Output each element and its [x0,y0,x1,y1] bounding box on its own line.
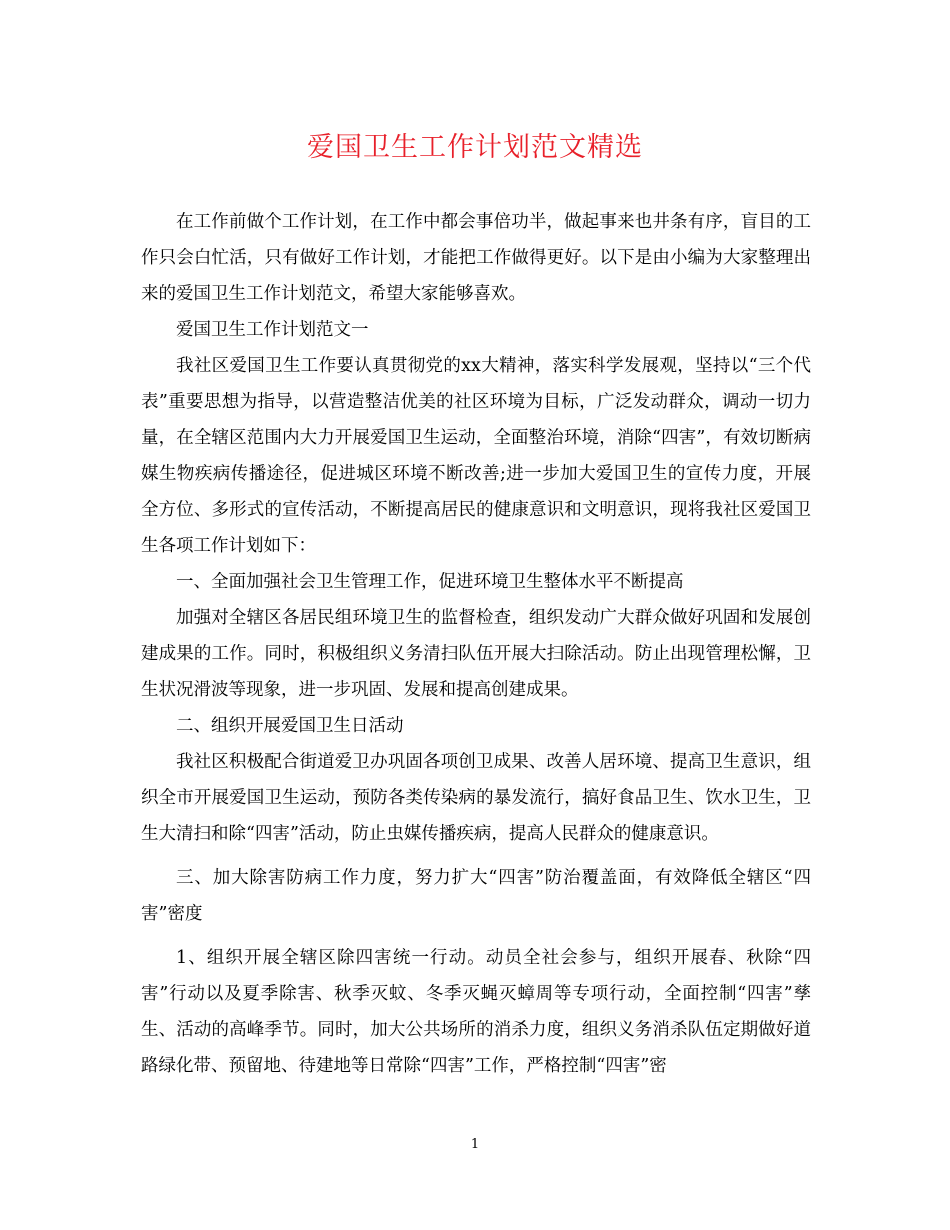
body-paragraph: 我社区积极配合街道爱卫办巩固各项创卫成果、改善人居环境、提高卫生意识，组织全市开展爱国卫生运动，预防各类传染病的暴发流行，搞好食品卫生、饮水卫生，卫生大清扫和除“四害”活动，防止虫媒传播疾病，提高人民群众的健康意识。 [141,752,811,844]
document-body [141,204,811,1084]
section-heading-two: 二、组织开展爱国卫生日活动 [176,716,404,736]
section-heading-three: 三、加大除害防病工作力度，努力扩大“四害”防治覆盖面，有效降低全辖区“四害”密度 [141,868,811,924]
page-number: 1 [470,1137,480,1152]
section-heading-sample-one: 爱国卫生工作计划范文一 [176,320,369,340]
body-paragraph: 我社区爱国卫生工作要认真贯彻党的xx大精神，落实科学发展观，坚持以“三个代表”重要思想为指导，以营造整洁优美的社区环境为目标，广泛发动群众，调动一切力量，在全辖区范围内大力开展爱国卫生运动，全面整治环境，消除“四害”，有效切断病媒生物疾病传播途径，促进城区环境不断改善;进一步加大爱国卫生的宣传力度，开展全方位、多形式的宣传活动，不断提高居民的健康意识和文明意识，现将我社区爱国卫生各项工作计划如下： [141,356,811,556]
intro-paragraph: 在工作前做个工作计划，在工作中都会事倍功半，做起事来也井条有序，盲目的工作只会白忙活，只有做好工作计划，才能把工作做得更好。以下是由小编为大家整理出来的爱国卫生工作计划范文，希望大家能够喜欢。 [141,212,811,304]
document-title: 爱国卫生工作计划范文精选 [307,132,643,163]
body-paragraph: 1、组织开展全辖区除四害统一行动。动员全社会参与，组织开展春、秋除“四害”行动以及夏季除害、秋季灭蚊、冬季灭蝇灭蟑周等专项行动，全面控制“四害”孳生、活动的高峰季节。同时，加大公共场所的消杀力度，组织义务消杀队伍定期做好道路绿化带、预留地、待建地等日常除“四害”工作，严格控制“四害”密 [141,948,811,1076]
body-paragraph: 加强对全辖区各居民组环境卫生的监督检查，组织发动广大群众做好巩固和发展创建成果的工作。同时，积极组织义务清扫队伍开展大扫除活动。防止出现管理松懈，卫生状况滑波等现象，进一步巩固、发展和提高创建成果。 [141,608,811,700]
section-heading-one: 一、全面加强社会卫生管理工作，促进环境卫生整体水平不断提高 [176,572,684,592]
